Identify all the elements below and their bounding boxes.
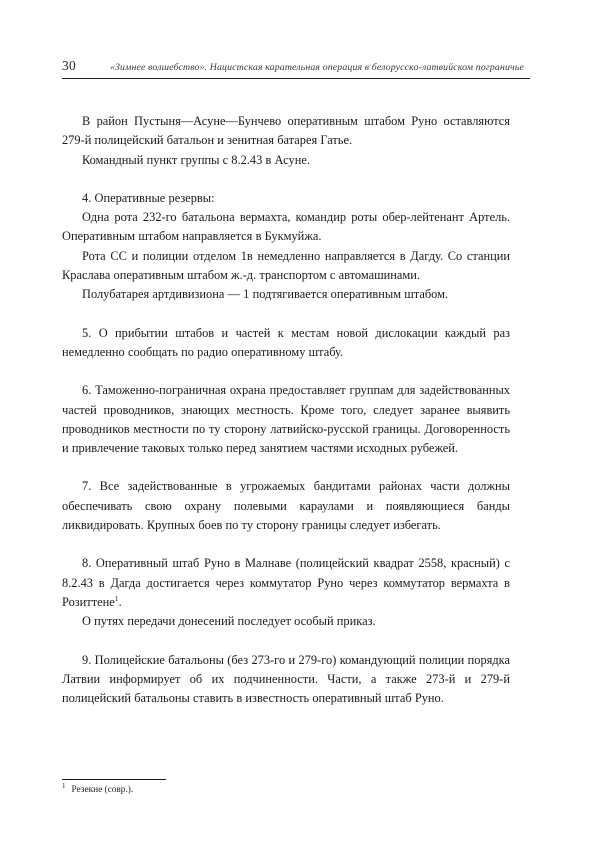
running-head-title: «Зимнее волшебство». Нацистская карательная операция в белорусско-латвийском пограничье — [110, 62, 524, 73]
footnote-reference-marker[interactable]: 1 — [114, 593, 119, 603]
paragraph-item-4-company-232: Одна рота 232-го батальона вермахта, командир роты обер-лейтенант Артель. Оперативным штабом направляется в Букмуйжа. — [62, 210, 510, 244]
paragraph-item-4-ss-company: Рота СС и полиции отделом 1в немедленно направляется в Дагду. Со станции Краслава оперативным штабом ж.-д. транспортом с автомашинами. — [62, 248, 510, 283]
paragraph-item-9: 9. Полицейские батальоны (без 273-го и 279-го) командующий полиции порядка Латвии информирует об их подчиненности. Части, а также 273-й и 279-й полицейский батальоны ставить в известность оперативный штаб Руно. — [62, 652, 510, 706]
footnote-marker: 1 — [62, 781, 66, 790]
block-gap — [62, 362, 510, 381]
paragraph-item-7: 7. Все задействованные в угрожаемых бандитами районах части должны обеспечивать свою охрану полевыми караулами и появляющиеся банды ликвидировать. Крупных боев по ту сторону границы следует избегать. — [62, 479, 510, 533]
paragraph-item-6: 6. Таможенно-пограничная охрана предоставляет группам для задействованных частей проводников, знающих местность. Кроме того, следует заранее выявить проводников местности по ту сторону латвийско-русской границы. Договоренность и привлечение таковых только перед занятием частями исходных рубежей. — [62, 383, 510, 456]
footnote — [62, 781, 510, 797]
block-gap — [62, 170, 510, 189]
header-rule — [62, 78, 530, 79]
running-head — [62, 58, 530, 74]
paragraph-region-pustynya: В район Пустыня—Асуне—Бунчево оперативным штабом Руно оставляются 279-й полицейский батальон и зенитная батарея Гатье. — [62, 114, 510, 148]
paragraph-item-8 — [62, 554, 510, 612]
paragraph-command-post: Командный пункт группы с 8.2.43 в Асуне. — [82, 152, 310, 167]
paragraph-item-8-tail: . — [118, 594, 122, 609]
block-gap — [62, 458, 510, 477]
paragraph-item-4-heading: 4. Оперативные резервы: — [82, 190, 215, 205]
body-text-column — [62, 112, 510, 708]
page-number: 30 — [62, 58, 76, 73]
footnote-text: Резекне (совр.). — [71, 785, 134, 795]
paragraph-item-5: 5. О прибытии штабов и частей к местам новой дислокации каждый раз немедленно сообщать по радио оперативному штабу. — [62, 325, 510, 359]
block-gap — [62, 305, 510, 324]
block-gap — [62, 535, 510, 554]
paragraph-item-4-half-battery: Полубатарея артдивизиона — 1 подтягивается оперативным штабом. — [82, 287, 449, 302]
paragraph-item-8-b: О путях передачи донесений последует особый приказ. — [82, 614, 376, 629]
footnote-separator-rule — [62, 779, 166, 780]
block-gap — [62, 632, 510, 651]
paragraph-item-8-text: 8. Оперативный штаб Руно в Малнаве (полицейский квадрат 2558, красный) с 8.2.43 в Дагда достигается через коммутатор Руно через коммутатор вермахта в Розиттене — [62, 556, 510, 609]
